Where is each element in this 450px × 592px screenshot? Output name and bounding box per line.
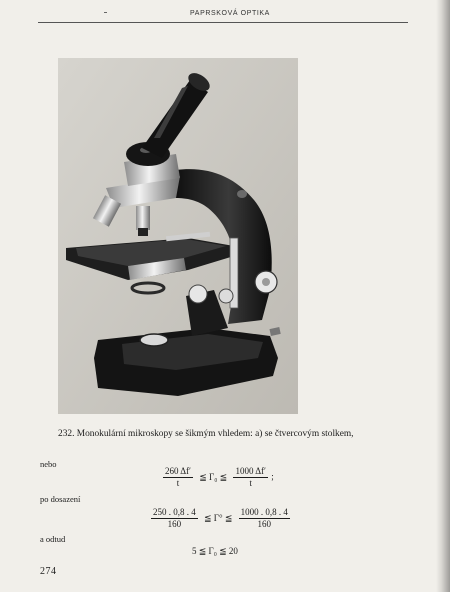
eq2-right-denominator: 160 — [257, 519, 272, 529]
eq2-left-denominator: 160 — [167, 519, 182, 529]
eq2-left-fraction — [151, 507, 198, 530]
equation-2 — [150, 507, 291, 530]
fine-focus-knob — [219, 289, 233, 303]
eq2-right-fraction — [239, 507, 290, 530]
eq1-right-denominator: t — [249, 478, 252, 488]
text-po-dosazeni: po dosazení — [40, 494, 81, 504]
arm-screw — [237, 190, 247, 198]
microscope-illustration — [58, 58, 298, 414]
binding-shadow — [436, 0, 450, 592]
eq1-right-numerator: 1000 Δf′ — [235, 466, 266, 476]
eq1-left-fraction — [163, 466, 193, 489]
objective-2 — [136, 206, 150, 230]
scan-speck — [104, 12, 107, 13]
figure-caption: 232. Monokulární mikroskopy se šikmým vhledem: a) se čtvercovým stolkem, — [58, 429, 354, 439]
eq1-terminator: ; — [271, 471, 274, 482]
text-nebo: nebo — [40, 459, 57, 469]
objective-tip — [138, 228, 148, 236]
header-rule — [38, 22, 408, 23]
equation-1 — [162, 466, 274, 489]
equation-3: 5 ≦ Γ₀ ≦ 20 — [192, 546, 238, 556]
eq1-right-fraction — [233, 466, 268, 489]
eq1-left-denominator: t — [176, 478, 180, 488]
running-header: PAPRSKOVÁ OPTIKA — [190, 10, 270, 17]
page-number: 274 — [40, 566, 57, 577]
mirror — [140, 334, 168, 346]
eq2-relation: ≦ Γ° ≦ — [204, 513, 233, 523]
eq1-left-numerator: 260 Δf′ — [165, 466, 192, 476]
text-a-odtud: a odtud — [40, 534, 66, 544]
eq2-right-numerator: 1000 . 0,8 . 4 — [240, 507, 288, 517]
eq1-relation: ≦ Γ₀ ≦ — [199, 472, 228, 482]
knob-center — [262, 278, 270, 286]
coarse-focus-knob-left — [189, 285, 207, 303]
microscope-photo — [58, 58, 298, 414]
eq2-left-numerator: 250 . 0,8 . 4 — [153, 507, 196, 517]
